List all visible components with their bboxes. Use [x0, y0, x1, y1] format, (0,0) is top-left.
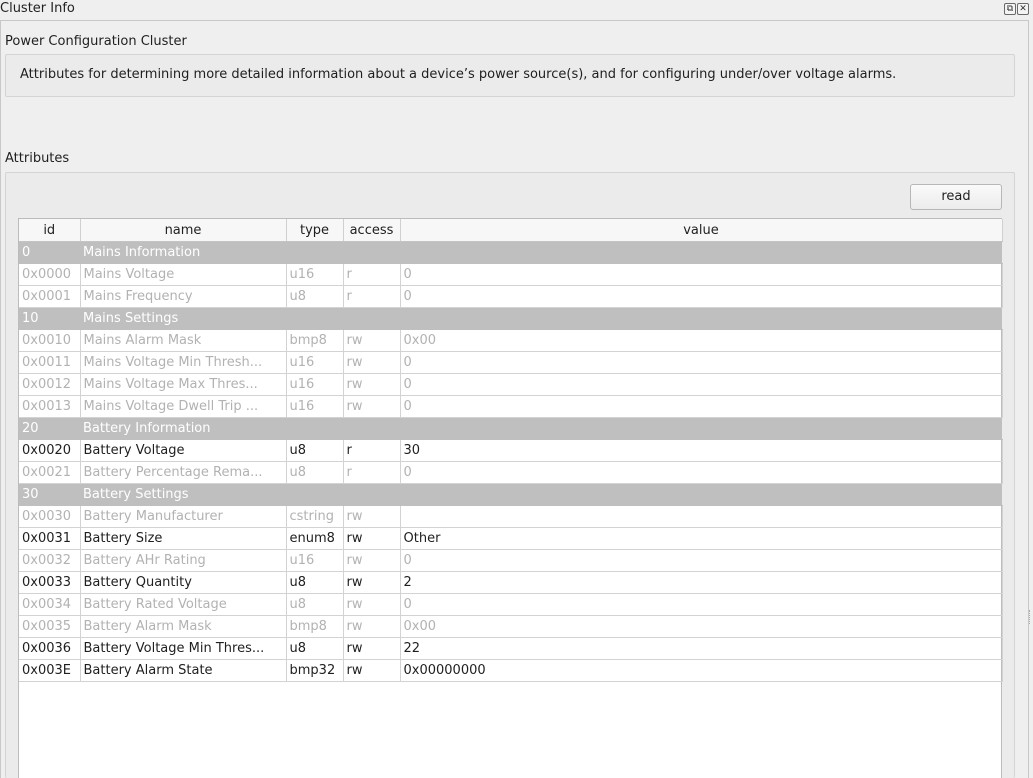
float-icon[interactable]: ⧉	[1004, 3, 1016, 15]
access-cell: rw	[343, 352, 400, 374]
id-cell: 0x0021	[19, 462, 80, 484]
name-cell: Battery Alarm Mask	[80, 616, 286, 638]
value-cell[interactable]: 2	[400, 572, 1002, 594]
type-cell: bmp8	[286, 616, 343, 638]
name-cell: Mains Voltage Max Thres...	[80, 374, 286, 396]
access-cell: r	[343, 286, 400, 308]
table-row[interactable]	[19, 594, 1002, 616]
name-cell: Battery Voltage Min Thres...	[80, 638, 286, 660]
value-cell[interactable]: 0	[400, 352, 1002, 374]
read-button[interactable]: read	[910, 184, 1002, 210]
name-cell: Mains Frequency	[80, 286, 286, 308]
table-row[interactable]	[19, 374, 1002, 396]
access-cell: rw	[343, 528, 400, 550]
value-cell[interactable]: 0	[400, 286, 1002, 308]
access-cell: rw	[343, 616, 400, 638]
access-cell: rw	[343, 330, 400, 352]
name-cell: Battery Percentage Rema...	[80, 462, 286, 484]
type-cell: u8	[286, 594, 343, 616]
close-icon[interactable]: ✕	[1017, 3, 1029, 15]
access-cell: rw	[343, 506, 400, 528]
group-id-cell: 10	[19, 308, 80, 330]
access-cell: r	[343, 264, 400, 286]
type-cell: bmp32	[286, 660, 343, 682]
attributes-table-container[interactable]	[18, 218, 1002, 778]
access-cell: r	[343, 462, 400, 484]
access-cell: rw	[343, 550, 400, 572]
type-cell: u16	[286, 264, 343, 286]
id-cell: 0x0000	[19, 264, 80, 286]
column-header-type[interactable]: type	[286, 219, 343, 242]
access-cell: rw	[343, 638, 400, 660]
resize-handle[interactable]	[1029, 610, 1033, 624]
value-cell[interactable]: 0	[400, 462, 1002, 484]
access-cell: rw	[343, 594, 400, 616]
id-cell: 0x0036	[19, 638, 80, 660]
id-cell: 0x0013	[19, 396, 80, 418]
group-row[interactable]	[19, 418, 1002, 440]
group-name-cell: Battery Settings	[80, 484, 1002, 506]
type-cell: u8	[286, 286, 343, 308]
group-row[interactable]	[19, 308, 1002, 330]
attributes-table	[19, 219, 1003, 682]
group-name-cell: Battery Information	[80, 418, 1002, 440]
column-header-name[interactable]: name	[80, 219, 286, 242]
value-cell[interactable]: 0x00	[400, 330, 1002, 352]
column-header-value[interactable]: value	[400, 219, 1002, 242]
id-cell: 0x0001	[19, 286, 80, 308]
access-cell: rw	[343, 660, 400, 682]
id-cell: 0x003E	[19, 660, 80, 682]
table-row[interactable]	[19, 462, 1002, 484]
type-cell: u16	[286, 396, 343, 418]
table-row[interactable]	[19, 616, 1002, 638]
access-cell: rw	[343, 396, 400, 418]
attributes-label: Attributes	[5, 151, 70, 166]
id-cell: 0x0012	[19, 374, 80, 396]
table-header-row	[19, 219, 1002, 242]
window-title: Cluster Info	[0, 1, 75, 16]
name-cell: Battery Quantity	[80, 572, 286, 594]
type-cell: u16	[286, 352, 343, 374]
type-cell: bmp8	[286, 330, 343, 352]
value-cell[interactable]: 0	[400, 396, 1002, 418]
group-name-cell: Mains Settings	[80, 308, 1002, 330]
table-row[interactable]	[19, 638, 1002, 660]
column-header-id[interactable]: id	[19, 219, 80, 242]
window-titlebar	[0, 0, 1033, 20]
group-row[interactable]	[19, 484, 1002, 506]
name-cell: Mains Alarm Mask	[80, 330, 286, 352]
id-cell: 0x0035	[19, 616, 80, 638]
table-row[interactable]	[19, 528, 1002, 550]
type-cell: u8	[286, 572, 343, 594]
id-cell: 0x0033	[19, 572, 80, 594]
group-id-cell: 30	[19, 484, 80, 506]
attributes-table-body	[19, 242, 1002, 682]
group-id-cell: 0	[19, 242, 80, 264]
id-cell: 0x0030	[19, 506, 80, 528]
name-cell: Battery Alarm State	[80, 660, 286, 682]
window-buttons	[1004, 3, 1029, 15]
name-cell: Mains Voltage Min Thresh...	[80, 352, 286, 374]
group-name-cell: Mains Information	[80, 242, 1002, 264]
name-cell: Battery Manufacturer	[80, 506, 286, 528]
table-row[interactable]	[19, 264, 1002, 286]
type-cell: u8	[286, 638, 343, 660]
cluster-description-box	[5, 54, 1015, 97]
table-row[interactable]	[19, 550, 1002, 572]
value-cell[interactable]: Other	[400, 528, 1002, 550]
table-row[interactable]	[19, 286, 1002, 308]
value-cell[interactable]: 30	[400, 440, 1002, 462]
group-id-cell: 20	[19, 418, 80, 440]
value-cell[interactable]: 0	[400, 594, 1002, 616]
type-cell: u16	[286, 374, 343, 396]
value-cell[interactable]: 0	[400, 374, 1002, 396]
value-cell[interactable]: 0	[400, 550, 1002, 572]
id-cell: 0x0010	[19, 330, 80, 352]
access-cell: rw	[343, 374, 400, 396]
name-cell: Battery AHr Rating	[80, 550, 286, 572]
value-cell[interactable]: 22	[400, 638, 1002, 660]
cluster-name: Power Configuration Cluster	[5, 34, 187, 49]
type-cell: cstring	[286, 506, 343, 528]
value-cell[interactable]: 0	[400, 264, 1002, 286]
table-row[interactable]	[19, 572, 1002, 594]
value-cell[interactable]: 0x00000000	[400, 660, 1002, 682]
access-cell: r	[343, 440, 400, 462]
type-cell: u8	[286, 440, 343, 462]
table-row[interactable]	[19, 440, 1002, 462]
id-cell: 0x0011	[19, 352, 80, 374]
type-cell: u16	[286, 550, 343, 572]
type-cell: enum8	[286, 528, 343, 550]
id-cell: 0x0032	[19, 550, 80, 572]
group-row[interactable]	[19, 242, 1002, 264]
name-cell: Mains Voltage	[80, 264, 286, 286]
value-cell[interactable]	[400, 506, 1002, 528]
access-cell: rw	[343, 572, 400, 594]
name-cell: Battery Voltage	[80, 440, 286, 462]
table-row[interactable]	[19, 396, 1002, 418]
id-cell: 0x0031	[19, 528, 80, 550]
id-cell: 0x0020	[19, 440, 80, 462]
cluster-description: Attributes for determining more detailed information about a device’s power source(s), and for configuring under/over voltage alarms.	[20, 67, 897, 82]
value-cell[interactable]: 0x00	[400, 616, 1002, 638]
name-cell: Battery Rated Voltage	[80, 594, 286, 616]
table-row[interactable]	[19, 352, 1002, 374]
column-header-access[interactable]: access	[343, 219, 400, 242]
name-cell: Mains Voltage Dwell Trip ...	[80, 396, 286, 418]
table-row[interactable]	[19, 660, 1002, 682]
table-row[interactable]	[19, 506, 1002, 528]
name-cell: Battery Size	[80, 528, 286, 550]
table-row[interactable]	[19, 330, 1002, 352]
id-cell: 0x0034	[19, 594, 80, 616]
type-cell: u8	[286, 462, 343, 484]
